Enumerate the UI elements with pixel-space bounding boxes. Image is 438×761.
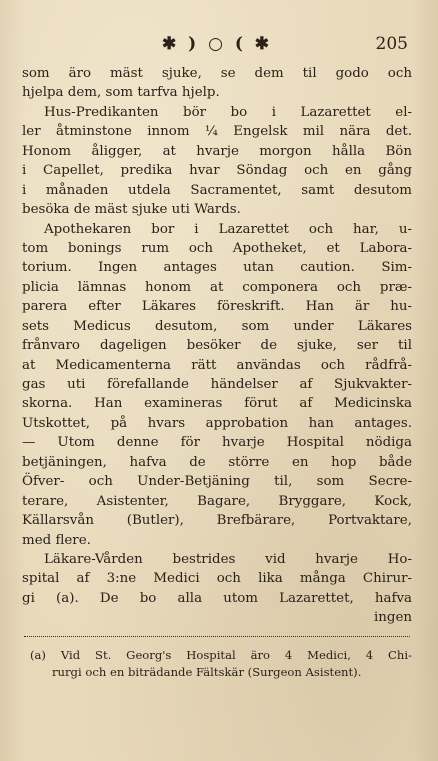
text-line: — Utom denne för hvarje Hospital nödiga bbox=[22, 435, 412, 451]
text-line: skorna. Han examineras förut af Medicinska bbox=[22, 396, 412, 412]
text-line: plicia lämnas honom at componera och præ- bbox=[22, 279, 412, 295]
footnote-rule bbox=[24, 636, 410, 637]
text-line: frånvaro dageligen besöker de sjuke, ser til bbox=[22, 338, 412, 354]
page-number: 205 bbox=[375, 34, 408, 54]
text-line: i Capellet, predika hvar Söndag och en gång bbox=[22, 163, 412, 179]
text-line: at Medicamenterna rätt användas och rådfrå- bbox=[22, 357, 412, 373]
catchword: ingen bbox=[373, 610, 412, 626]
text-line: Källarsvån (Butler), Brefbärare, Portvaktare, bbox=[22, 513, 412, 529]
footnote-line: rurgi och en biträdande Fältskär (Surgeon Asistent). bbox=[52, 664, 362, 679]
text-line: gi (a). De bo alla utom Lazarettet, hafva bbox=[22, 590, 412, 606]
text-line: som äro mäst sjuke, se dem til godo och bbox=[22, 66, 412, 81]
text-line: ler åtminstone innom ¼ Engelsk mil nära det. bbox=[22, 124, 412, 140]
text-line: med flere. bbox=[22, 532, 91, 548]
text-line: torium. Ingen antages utan caution. Sim- bbox=[22, 260, 412, 276]
text-line: hjelpa dem, som tarfva hjelp. bbox=[22, 85, 220, 101]
text-line: Hus-Predikanten bör bo i Lazarettet el- bbox=[44, 104, 412, 120]
text-line: terare, Asistenter, Bagare, Bryggare, Kock, bbox=[22, 493, 412, 509]
text-line: sets Medicus desutom, som under Läkares bbox=[22, 318, 412, 334]
text-line: Honom åligger, at hvarje morgon hålla Bön bbox=[22, 143, 412, 159]
text-line: Utskottet, på hvars approbation han antages. bbox=[22, 415, 412, 431]
text-line: parera efter Läkares föreskrift. Han är hu- bbox=[22, 299, 412, 315]
text-line: Apothekaren bor i Lazarettet och har, u- bbox=[44, 221, 412, 237]
text-line: betjäningen, hafva de större en hop både bbox=[22, 454, 412, 470]
text-line: Öfver- och Under-Betjäning til, som Secre- bbox=[22, 474, 412, 490]
text-line: i månaden utdela Sacramentet, samt desutom bbox=[22, 182, 412, 198]
header-ornament: ✱ ) ○ ( ✱ bbox=[161, 34, 273, 54]
footnote-line: (a) Vid St. Georg's Hospital äro 4 Medici, 4 Chi- bbox=[30, 647, 412, 662]
footnote bbox=[22, 647, 412, 681]
text-line: tom bonings rum och Apotheket, et Labora- bbox=[22, 240, 412, 256]
text-line: gas uti förefallande händelser af Sjukvakter- bbox=[22, 377, 412, 392]
page-header bbox=[22, 34, 412, 64]
text-line: besöka de mäst sjuke uti Wards. bbox=[22, 202, 241, 218]
text-line: spital af 3:ne Medici och lika många Chirur- bbox=[22, 571, 412, 587]
body-text bbox=[22, 64, 412, 628]
text-line: Läkare-Vården bestrides vid hvarje Ho- bbox=[44, 551, 412, 567]
